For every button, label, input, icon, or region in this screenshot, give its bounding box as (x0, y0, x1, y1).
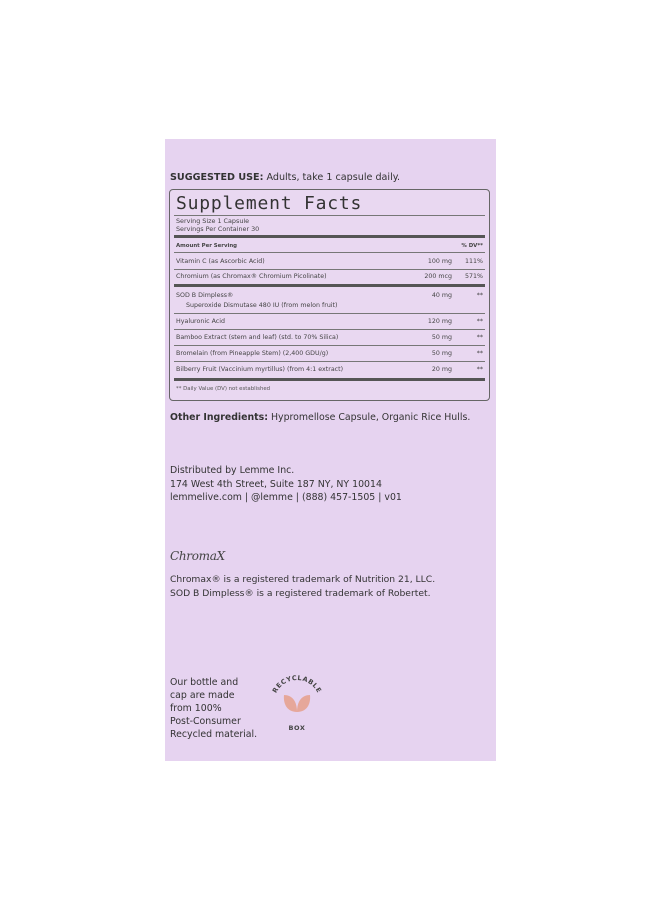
chromax-logo: ChromaX (170, 549, 225, 563)
nutrient-dv: ** (476, 350, 483, 357)
address-line: 174 West 4th Street, Suite 187 NY, NY 10014 (170, 478, 382, 490)
amount-per-serving-header: Amount Per Serving (176, 243, 238, 249)
bottle-line: Post-Consumer (170, 716, 241, 727)
nutrient-subtext: Superoxide Dismutase 480 IU (from melon fruit) (186, 302, 338, 309)
nutrient-amount: 20 mg (431, 366, 452, 373)
recyclable-box-badge (264, 667, 330, 733)
contact-line: lemmelive.com | @lemme | (888) 457-1505 | v01 (170, 492, 402, 503)
divider (174, 252, 485, 253)
divider (174, 313, 485, 314)
dv-footnote: ** Daily Value (DV) not established (176, 386, 271, 392)
label-panel (165, 139, 496, 761)
nutrient-name: Vitamin C (as Ascorbic Acid) (176, 258, 265, 265)
bottle-line: cap are made (170, 690, 235, 701)
leaf-icon (284, 695, 297, 712)
nutrient-amount: 100 mg (427, 258, 452, 265)
badge-top-text: RECYCLABLE (270, 673, 324, 695)
supplement-facts-title: Supplement Facts (176, 193, 363, 214)
nutrient-amount: 40 mg (431, 292, 452, 299)
divider (174, 215, 485, 216)
divider (174, 329, 485, 330)
trademark-notice (170, 573, 435, 601)
leaf-icon (297, 695, 310, 712)
nutrient-name: Bilberry Fruit (Vaccinium myrtillus) (from 4:1 extract) (176, 366, 344, 373)
bottle-line: Recycled material. (170, 729, 258, 740)
nutrient-dv: ** (476, 318, 483, 325)
trademark-line: Chromax® is a registered trademark of Nutrition 21, LLC. (170, 574, 436, 585)
nutrient-name: SOD B Dimpless® (176, 292, 234, 299)
bottle-line: from 100% (170, 703, 222, 714)
divider (174, 361, 485, 362)
nutrient-name: Chromium (as Chromax® Chromium Picolinate) (176, 273, 327, 280)
nutrient-dv: ** (476, 292, 483, 299)
trademark-line: SOD B Dimpless® is a registered trademark of Robertet. (170, 588, 431, 599)
divider-thick (174, 378, 485, 381)
nutrient-amount: 50 mg (431, 334, 452, 341)
nutrient-amount: 200 mcg (424, 273, 452, 280)
divider-thick (174, 284, 485, 287)
nutrient-dv: 111% (464, 258, 483, 265)
dv-header: % DV** (461, 243, 483, 249)
divider (174, 345, 485, 346)
servings-per-container: Servings Per Container 30 (176, 225, 260, 233)
serving-size: Serving Size 1 Capsule (176, 217, 250, 225)
bottle-line: Our bottle and (170, 677, 239, 688)
divider (174, 269, 485, 270)
suggested-use-text: Adults, take 1 capsule daily. (263, 172, 401, 183)
nutrient-name: Bromelain (from Pineapple Stem) (2,400 GDU/g) (176, 350, 329, 357)
badge-bottom-text: BOX (288, 724, 306, 732)
suggested-use-label: SUGGESTED USE: (170, 172, 264, 183)
other-ingredients (170, 412, 470, 423)
divider-thick (174, 235, 485, 238)
nutrient-amount: 120 mg (427, 318, 452, 325)
nutrient-dv: 571% (464, 273, 483, 280)
distributor-line: Distributed by Lemme Inc. (170, 465, 295, 476)
other-ingredients-label: Other Ingredients: (170, 412, 268, 423)
other-ingredients-text: Hypromellose Capsule, Organic Rice Hulls. (268, 412, 471, 423)
nutrient-name: Hyaluronic Acid (176, 318, 225, 325)
nutrient-dv: ** (476, 334, 483, 341)
nutrient-amount: 50 mg (431, 350, 452, 357)
nutrient-dv: ** (476, 366, 483, 373)
recycled-bottle-text (170, 676, 257, 741)
supplement-facts-box (169, 189, 490, 401)
suggested-use (170, 172, 400, 183)
nutrient-name: Bamboo Extract (stem and leaf) (std. to 70% Silica) (176, 334, 339, 341)
distributor-info (170, 464, 402, 505)
